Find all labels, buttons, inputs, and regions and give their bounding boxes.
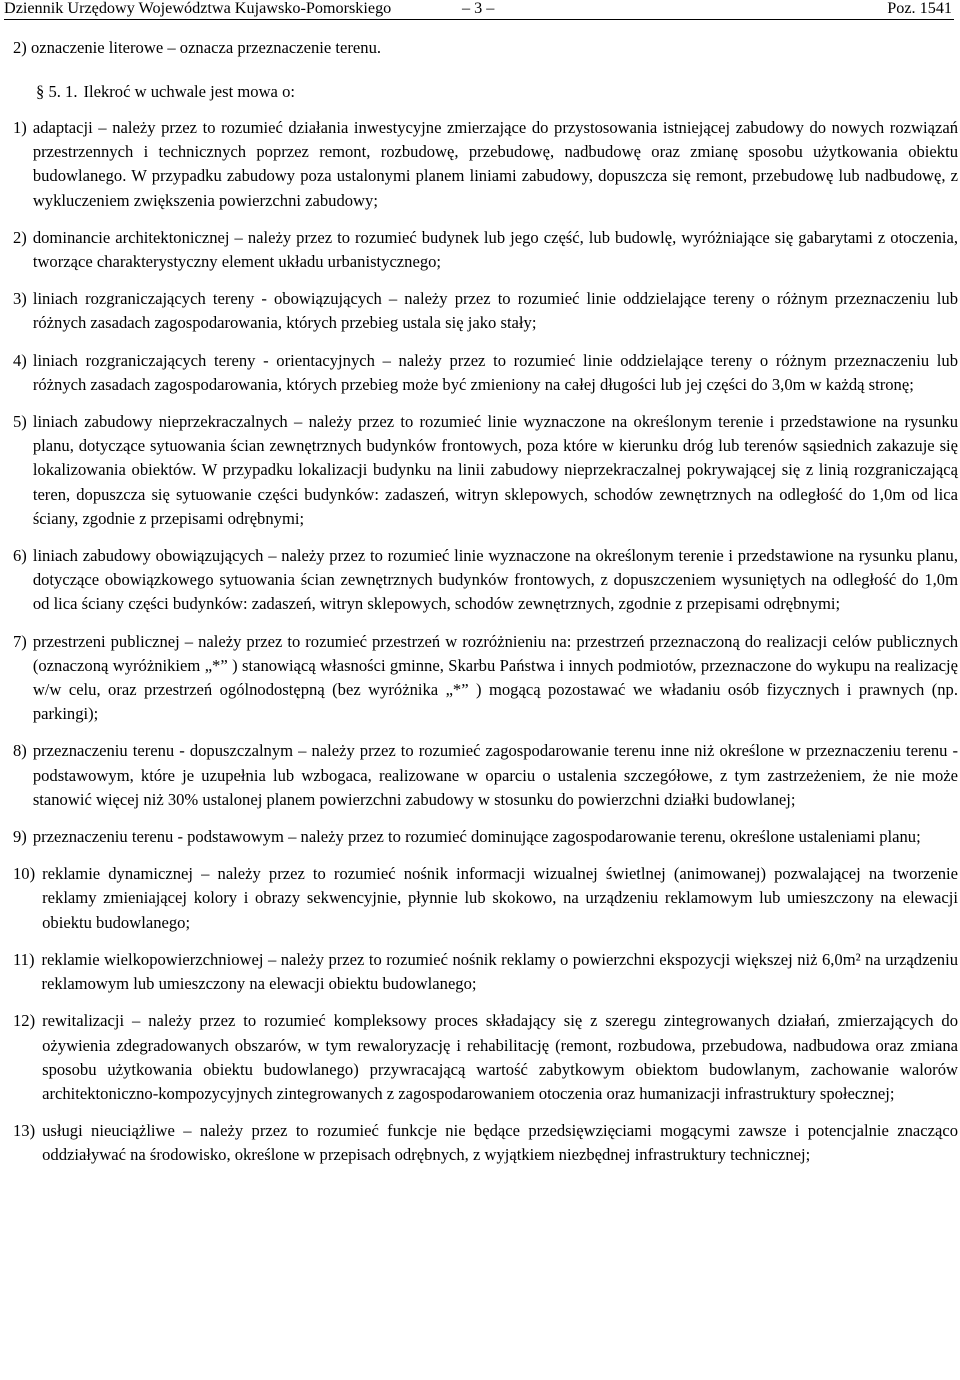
list-item xyxy=(13,1009,958,1106)
list-item xyxy=(13,349,958,397)
item-text: rewitalizacji – należy przez to rozumieć kompleksowy proces składający się z szeregu zintegrowanych działań, zmierzających do ożywienia zdegradowanych obszarów, w tym rewaloryzację i rehabilitację (remont, rozbudowa, przebudowa, nadbudowa oraz zmiana sposobu użytkowania obiektu budowlanego) przywracającą wartość zabytkowym obiektom budowlanym, zachowanie walorów architektoniczno-kompozycyjnych zintegrowanych z zagospodarowaniem otoczenia oraz humanizacji infrastruktury społecznej; xyxy=(42,1011,958,1103)
item-number: 12) xyxy=(13,1011,36,1031)
item-text: adaptacji – należy przez to rozumieć działania inwestycyjne zmierzające do przystosowania istniejącej zabudowy do nowych rozwiązań przestrzennych i technicznych poprzez remont, rozbudowę, przebudowę, nadbudowę oraz zmianę sposobu użytkowania obiektu budowlanego. W przypadku zabudowy poza ustalonymi planem liniami zabudowy, dopuszcza się remont, przebudowę lub nadbudowę, z wykluczeniem zwiększenia powierzchni zabudowy; xyxy=(32,118,958,210)
item-text: przeznaczeniu terenu - podstawowym – należy przez to rozumieć dominujące zagospodarowanie terenu, określone ustaleniami planu; xyxy=(32,827,921,847)
item-number: 3) xyxy=(13,289,27,309)
item-number: 6) xyxy=(13,546,27,566)
item-number: 5) xyxy=(13,412,27,432)
list-item xyxy=(13,287,958,335)
page-header xyxy=(4,0,954,20)
list-item xyxy=(13,544,958,617)
item-number: 1) xyxy=(13,118,27,137)
list-item xyxy=(13,630,958,727)
list-item xyxy=(13,739,958,812)
section-text: Ilekroć w uchwale jest mowa o: xyxy=(83,82,295,101)
list-item xyxy=(13,825,958,849)
item-number: 7) xyxy=(13,631,27,651)
journal-title: Dziennik Urzędowy Województwa Kujawsko-Pomorskiego xyxy=(4,0,392,17)
list-item xyxy=(13,226,958,274)
item-text: reklamie wielkopowierzchniowej – należy przez to rozumieć nośnik reklamy o powierzchni ekspozycji większej niż 6,0m² na urządzeniu reklamowym lub umieszczony na elewacji obiektu budowlanego; xyxy=(41,949,958,994)
item-text: przeznaczeniu terenu - dopuszczalnym – należy przez to rozumieć zagospodarowanie terenu inne niż określone w przeznaczeniu terenu - podstawowym, które je uzupełnia lub wzbogaca, realizowane w oparciu o ustalenia szczegółowe, z tym zastrzeżeniem, że nie może stanowić więcej niż 30% ustalonej planem powierzchni zabudowy w stosunku do powierzchni działki budowlanej; xyxy=(32,741,958,809)
section-number: § 5. 1. xyxy=(36,82,78,101)
item-text: liniach zabudowy nieprzekraczalnych – należy przez to rozumieć linie wyznaczone na określonym terenie i przedstawione na rysunku planu, dotyczące sytuowania ścian zewnętrznych budynków frontowych, poza które w kierunku dróg lub terenów sąsiednich zakazuje się lokalizowania obiektów. W przypadku lokalizacji budynku na linii zabudowy nieprzekraczalnej pokrywającej się z linią rozgraniczającą teren, dopuszcza się sytuowanie części budynków: zadaszeń, witryn sklepowych, schodów zewnętrznych na odległość do 1,0m od lica ściany, zgodnie z przepisami odrębnymi; xyxy=(32,412,958,528)
item-text: usługi nieuciążliwe – należy przez to rozumieć funkcje nie będące przedsięwzięciami mogącymi zawsze i potencjalnie znacząco oddziaływać na środowisko, określone w przepisach odrębnych, z wyjątkiem niezbędnej infrastruktury technicznej; xyxy=(42,1121,958,1165)
list-item xyxy=(13,948,958,996)
definitions-list xyxy=(13,116,958,1181)
page-number: – 3 – xyxy=(462,0,495,17)
position-number: Poz. 1541 xyxy=(887,0,952,17)
item-number: 2) xyxy=(13,227,27,247)
list-item xyxy=(13,116,958,213)
item-number: 8) xyxy=(13,741,27,761)
list-item xyxy=(13,862,958,935)
item-number: 10) xyxy=(13,864,36,884)
item-number: 9) xyxy=(13,827,27,847)
item-number: 13) xyxy=(13,1121,36,1141)
item-text: liniach rozgraniczających tereny - orientacyjnych – należy przez to rozumieć linie oddzielające tereny o różnym przeznaczeniu lub różnych zasadach zagospodarowania, których przebieg może być zmieniony na całej długości lub jej części do 3,0m w każdą stronę; xyxy=(32,350,958,394)
item-text: przestrzeni publicznej – należy przez to rozumieć przestrzeń w rozróżnieniu na: przestrzeń przeznaczoną do realizacji celów publicznych (oznaczoną wyróżnikiem „*” ) stanowiącą własności gminne, Skarbu Państwa i innych podmiotów, przeznaczone do wykupu na realizację w/w celu, oraz przestrzeń ogólnodostępną (bez wyróżnika „*” ) mogącą pozostawać we władaniu osób fizycznych i prawnych (np. parkingi); xyxy=(32,631,958,724)
list-item xyxy=(13,1119,958,1167)
item-number: 4) xyxy=(13,350,27,370)
item-number: 11) xyxy=(13,949,35,969)
item-text: reklamie dynamicznej – należy przez to rozumieć nośnik informacji wizualnej świetlnej (animowanej) pozwalającej na tworzenie reklamy zmieniającej kolory i obrazy sekwencyjnie, płynnie lub skokowo, na urządzeniu reklamowym lub umieszczony na elewacji obiektu budowlanego; xyxy=(42,864,958,932)
item-text: liniach rozgraniczających tereny - obowiązujących – należy przez to rozumieć linie oddzielające tereny o różnym przeznaczeniu lub różnych zasadach zagospodarowania, których przebieg ustala się jako stały; xyxy=(32,289,958,333)
item-text: dominancie architektonicznej – należy przez to rozumieć budynek lub jego część, lub budowlę, wyróżniające się gabarytami z otoczenia, tworzące charakterystyczny element układu urbanistycznego; xyxy=(32,227,958,272)
item-text: liniach zabudowy obowiązujących – należy przez to rozumieć linie wyznaczone na określonym terenie i przedstawione na rysunku planu, dotyczące obowiązkowego sytuowania ścian zewnętrznych budynków frontowych, z dopuszczeniem wysuniętych na odległość do 1,0m od lica ściany części budynków: zadaszeń, witryn sklepowych, schodów zewnętrznych, zgodnie z przepisami odrębnymi; xyxy=(32,546,958,614)
list-item xyxy=(13,410,958,531)
section-heading xyxy=(36,80,936,104)
intro-paragraph: 2) oznaczenie literowe – oznacza przeznaczenie terenu. xyxy=(13,38,382,57)
